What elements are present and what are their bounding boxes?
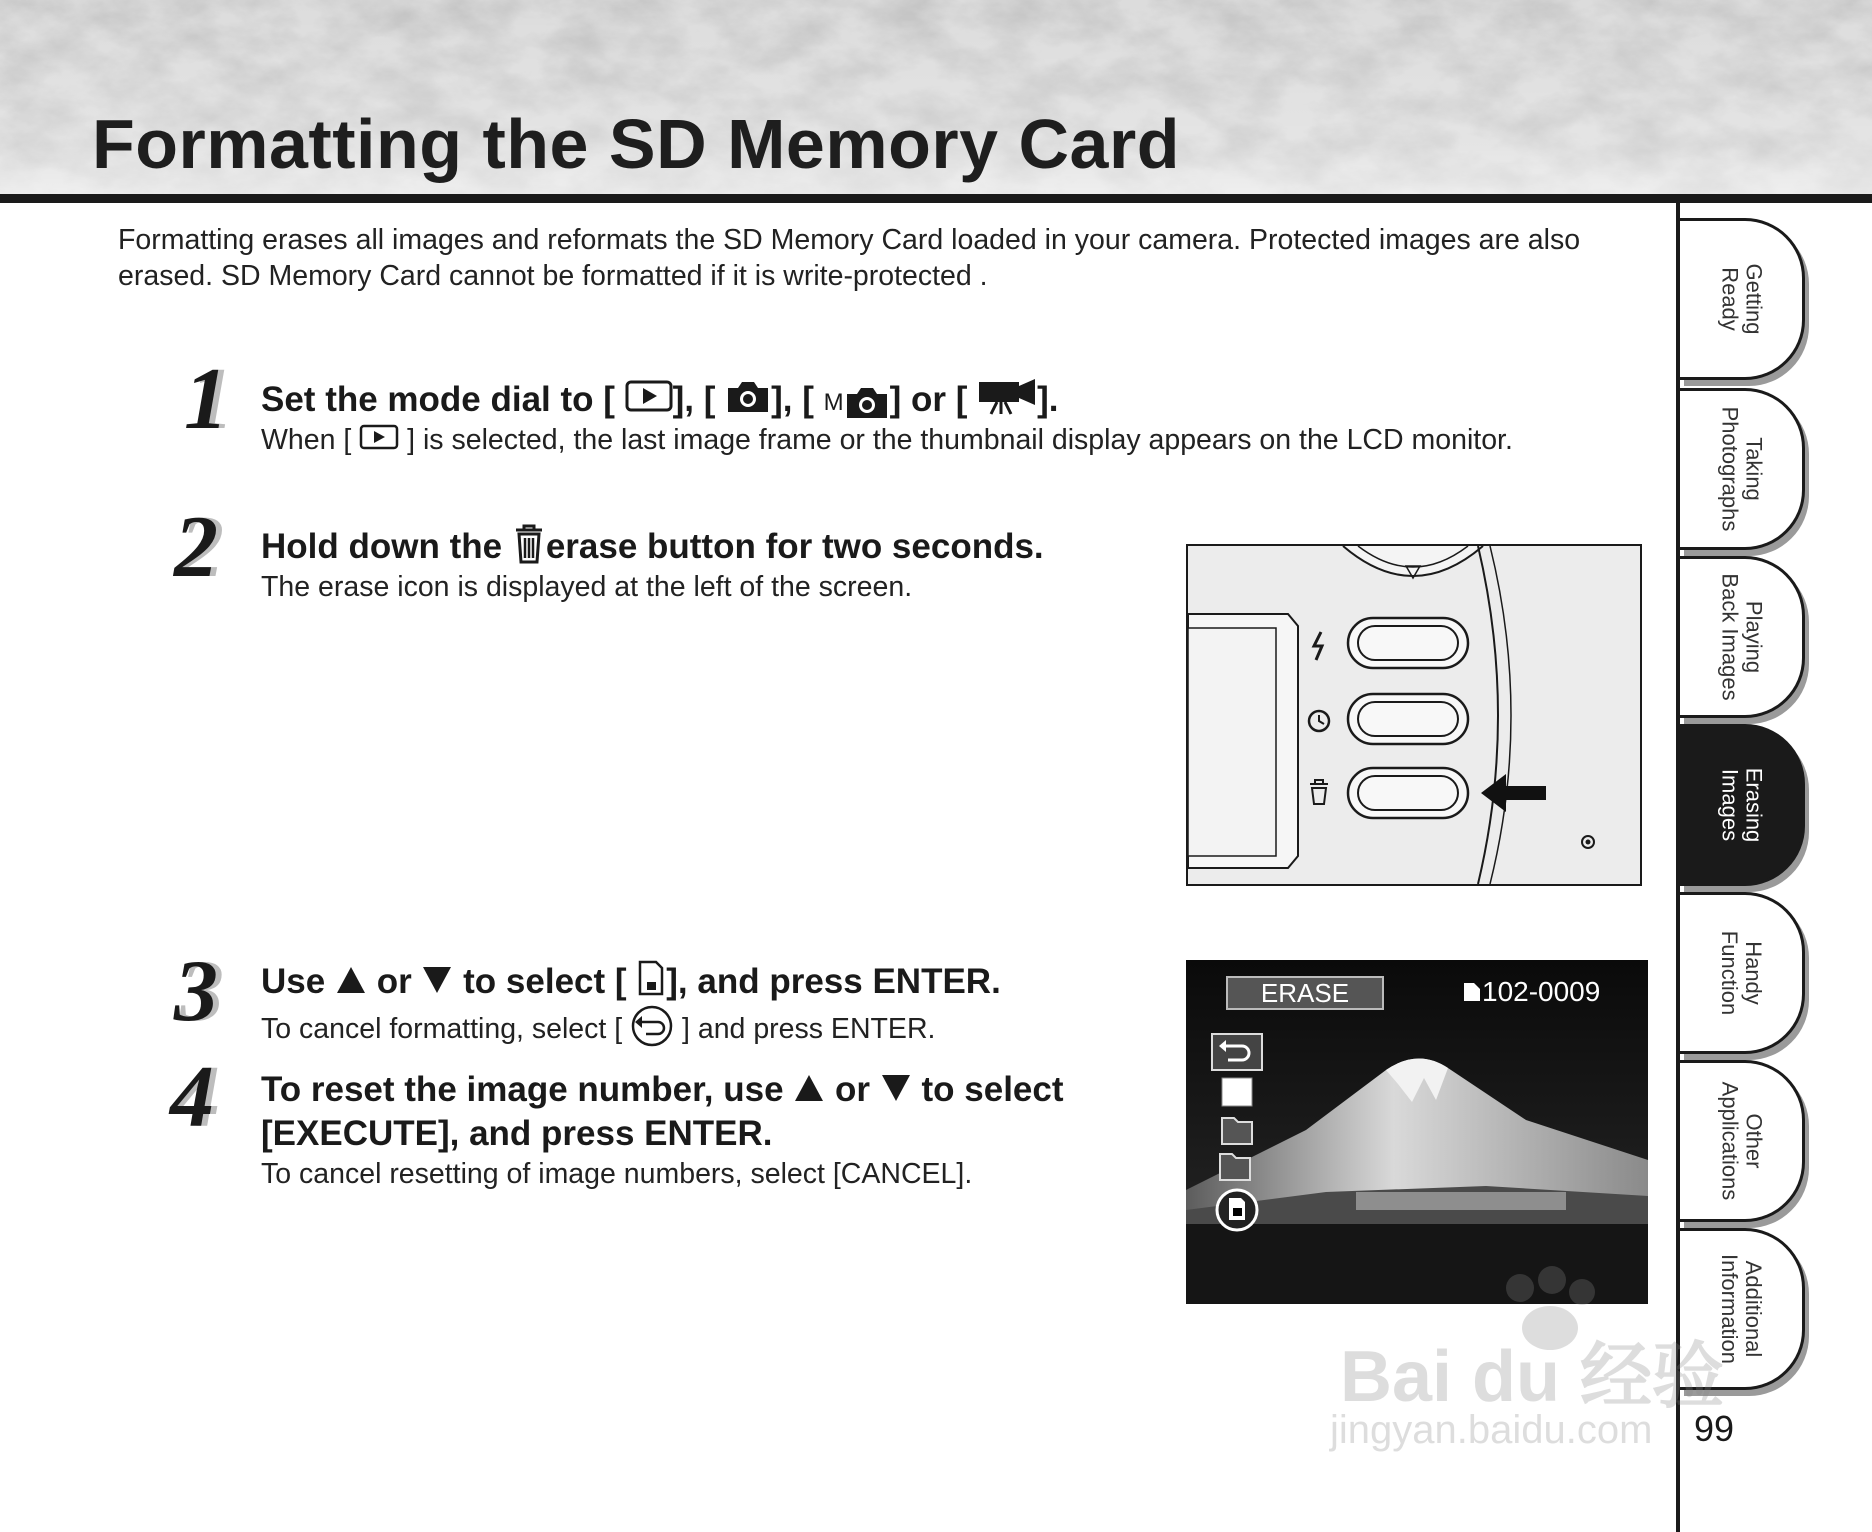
page-title: Formatting the SD Memory Card [92, 105, 1180, 183]
step-1-title-text: ]. [1037, 379, 1059, 419]
step-3-title-text: or [376, 961, 412, 1001]
tab-label: Getting Ready [1717, 263, 1767, 335]
trash-icon [512, 522, 546, 575]
tab-label: Playing Back Images [1717, 573, 1767, 701]
step-number-2: 2 [174, 499, 218, 596]
step-1-description [261, 422, 1513, 460]
playback-mode-icon [625, 379, 673, 424]
manual-camera-mode-icon [824, 379, 890, 425]
step-3-title-text: ], and press ENTER. [666, 961, 1001, 1001]
tab-label: Erasing Images [1717, 767, 1767, 843]
page-number: 99 [1694, 1408, 1735, 1449]
step-3-title-text: Use [261, 961, 326, 1001]
step-3-title [261, 958, 1001, 1009]
format-card-icon [636, 958, 666, 1009]
tab-taking-photographs[interactable] [1680, 388, 1805, 550]
tab-erasing-images[interactable] [1680, 724, 1805, 886]
step-number-1: 1 [184, 351, 228, 448]
folder-small-icon [1462, 978, 1482, 1010]
lcd-erase-menu [1210, 1032, 1268, 1232]
step-1-title-text: ], [ [672, 379, 716, 419]
step-1-desc-text: ] is selected, the last image frame or the thumbnail display appears on the LCD monitor. [407, 424, 1513, 456]
step-1-title-text: Set the mode dial to [ [261, 379, 615, 419]
playback-mode-icon [359, 423, 399, 460]
tab-getting-ready[interactable] [1680, 218, 1805, 380]
step-number-3: 3 [174, 943, 218, 1040]
tab-label: Handy Function [1717, 930, 1767, 1016]
step-4-title-line-1 [261, 1068, 1064, 1114]
step-1-title-text: ], [ [771, 379, 814, 419]
camera-buttons-illustration [1186, 544, 1642, 886]
step-2-title-text: erase button for two seconds. [545, 526, 1044, 566]
tab-handy-function[interactable] [1680, 892, 1805, 1054]
step-2-description: The erase icon is displayed at the left of the screen. [261, 571, 913, 603]
step-2-title-text: Hold down the [261, 526, 503, 566]
up-triangle-icon [335, 962, 367, 1006]
down-triangle-icon [880, 1070, 912, 1114]
step-number-4: 4 [170, 1049, 214, 1146]
step-3-desc-text: ] and press ENTER. [682, 1013, 936, 1046]
step-4-title-text: or [835, 1070, 871, 1109]
tab-other-applications[interactable] [1680, 1060, 1805, 1222]
header-rule [0, 194, 1872, 203]
return-icon [630, 1004, 674, 1057]
step-3-desc-text: To cancel formatting, select [ [261, 1013, 623, 1046]
step-2-title [261, 522, 1044, 575]
tab-label: Additional Information [1717, 1253, 1767, 1365]
step-3-description [261, 1004, 935, 1057]
watermark-brand: Bai du 经验 [1340, 1337, 1725, 1417]
watermark-url: jingyan.baidu.com [1330, 1408, 1653, 1452]
step-4-description: To cancel resetting of image numbers, select [CANCEL]. [261, 1158, 973, 1190]
camera-mode-icon [725, 378, 771, 425]
step-1-title-text: ] or [ [889, 379, 968, 419]
step-4-title-line-2: [EXECUTE], and press ENTER. [261, 1114, 773, 1153]
movie-mode-icon [977, 376, 1037, 427]
intro-paragraph: Formatting erases all images and reformats the SD Memory Card loaded in your camera. Protected images are also erased. SD Memory Card cannot be formatted if it is write-protected . [118, 224, 1581, 292]
step-4-title-text: To reset the image number, use [261, 1070, 784, 1109]
lcd-frame-number: 102-0009 [1482, 976, 1601, 1007]
step-4-title-text: to select [921, 1070, 1064, 1109]
tab-label: Other Applications [1717, 1081, 1767, 1201]
up-triangle-icon [793, 1070, 825, 1114]
tab-label: Taking Photographs [1717, 406, 1767, 532]
lcd-mode-label: ERASE [1226, 976, 1384, 1010]
down-triangle-icon [421, 962, 453, 1006]
step-1-desc-text: When [ [261, 424, 352, 456]
baidu-watermark [1330, 1258, 1750, 1458]
tab-playing-back-images[interactable] [1680, 556, 1805, 718]
step-3-title-text: to select [ [463, 961, 627, 1001]
manual-letter: M [823, 388, 844, 416]
lcd-frame-number-box [1462, 976, 1600, 1010]
lcd-erase-screen [1186, 960, 1648, 1304]
step-1-title [261, 376, 1059, 427]
